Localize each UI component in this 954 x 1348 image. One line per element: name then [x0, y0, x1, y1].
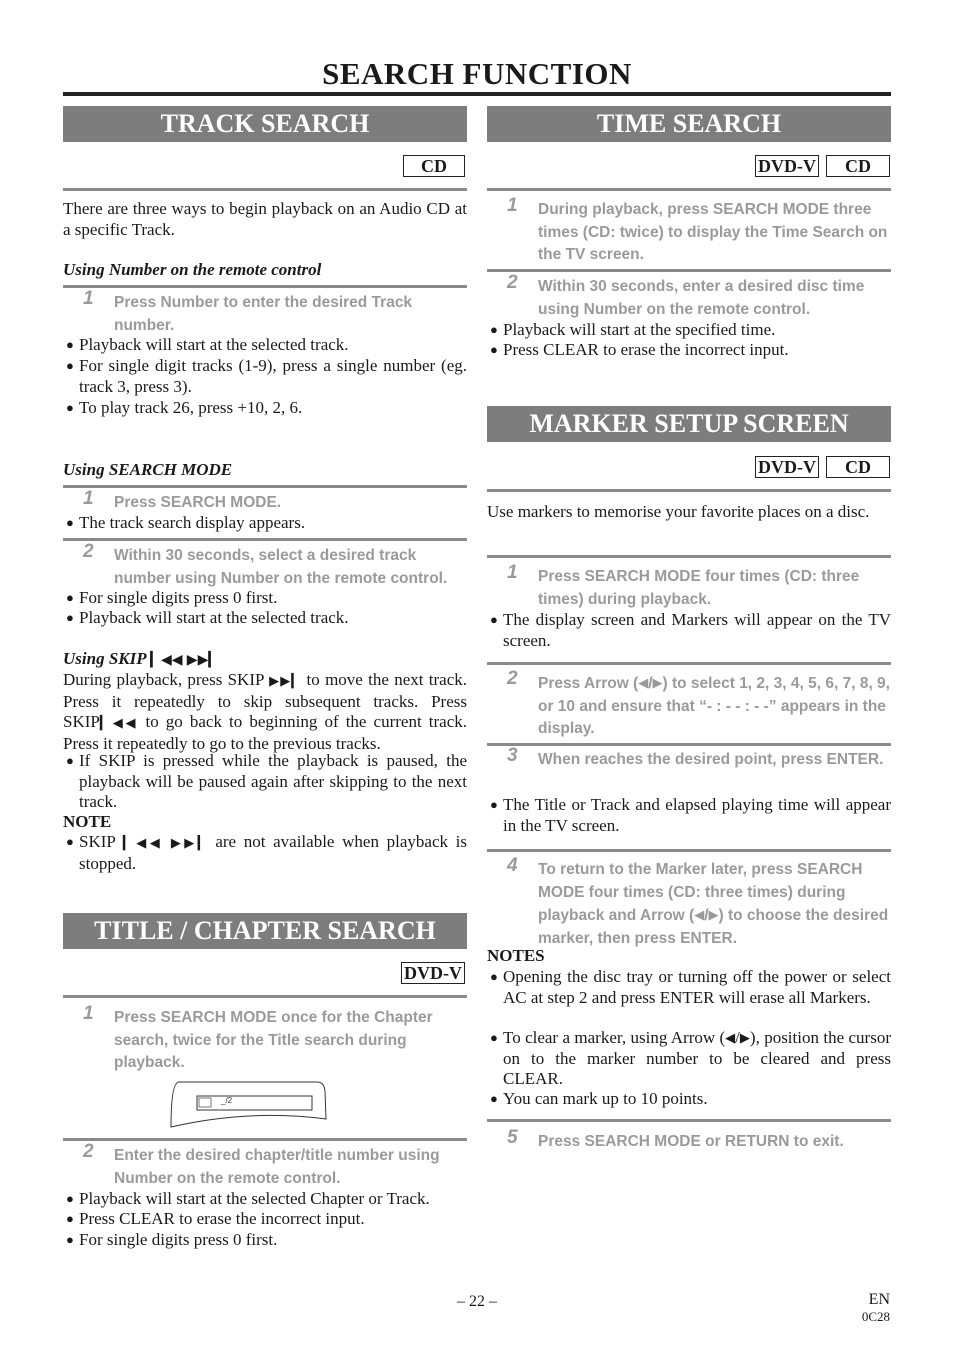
- bullet-item: [63, 1209, 467, 1230]
- step-text-part: ) to choose the desired marker, then press ENTER.: [538, 907, 889, 947]
- bullet-icon: ●: [66, 400, 74, 415]
- step-text-part: Press Arrow (: [538, 675, 639, 692]
- screen-chapter-indicator: _/2: [221, 1096, 233, 1105]
- bullet-icon: ●: [66, 1232, 74, 1247]
- skip-text-part: to go back to beginning of the current track. Press it repeatedly to go to the previous tracks.: [63, 712, 467, 753]
- step-number: 1: [83, 488, 94, 509]
- section-rule: [487, 1119, 891, 1122]
- note-heading: NOTE: [63, 812, 112, 831]
- step-text: Within 30 seconds, select a desired track number using Number on the remote control.: [114, 547, 448, 587]
- note-text-part: To clear a marker, using Arrow (: [503, 1028, 726, 1047]
- search-mode-subhead: Using SEARCH MODE: [63, 460, 233, 479]
- step-item: [63, 288, 467, 338]
- step-text: When reaches the desired point, press ENTER.: [538, 751, 884, 768]
- bullet-text: You can mark up to 10 points.: [503, 1089, 708, 1108]
- bullet-item: [487, 610, 891, 652]
- step-number: 2: [507, 668, 518, 689]
- section-rule: [63, 538, 467, 541]
- bullet-text: Playback will start at the specified time.: [503, 320, 776, 339]
- step-text: Enter the desired chapter/title number using Number on the remote control.: [114, 1147, 440, 1187]
- skip-method-subhead: [63, 649, 219, 669]
- step-text: Press SEARCH MODE.: [114, 494, 282, 511]
- bullet-icon: ●: [490, 322, 498, 337]
- step-text-part: ) to select 1, 2, 3, 4, 5, 6, 7, 8, 9, or 10 and ensure that “- : - - : - -” appears in the display.: [538, 675, 890, 737]
- step-text: Within 30 seconds, enter a desired disc time using Number on the remote control.: [538, 278, 865, 318]
- section-rule: [487, 188, 891, 191]
- bullet-text: Playback will start at the selected track.: [79, 335, 349, 354]
- bullet-text: [79, 832, 467, 874]
- bullet-item: [63, 608, 467, 629]
- step-item: [487, 1127, 891, 1155]
- left-arrow-icon: ◀: [638, 675, 649, 690]
- step-text: During playback, press SEARCH MODE three times (CD: twice) to display the Time Search on the TV screen.: [538, 201, 888, 263]
- bullet-icon: ●: [66, 834, 74, 849]
- step-item: [487, 562, 891, 612]
- bullet-item: [63, 335, 467, 356]
- tv-screen-illustration: [169, 1079, 329, 1131]
- left-arrow-icon: ◀: [694, 907, 705, 922]
- bullet-text: The track search display appears.: [79, 513, 306, 532]
- step-item: [487, 668, 891, 740]
- bullet-item: [487, 1089, 891, 1110]
- skip-forward-icon: ▶▶▎: [269, 673, 302, 688]
- skip-back-icon: ▎◀◀: [150, 653, 183, 668]
- bullet-text: To clear a marker, using Arrow (◀/▶), position the cursor on to the marker number to be cleared and press CLEAR.: [503, 1028, 891, 1088]
- bullet-text: For single digits press 0 first.: [79, 588, 278, 607]
- bullet-item: [63, 832, 467, 874]
- bullet-text: Press CLEAR to erase the incorrect input.: [79, 1209, 365, 1228]
- step-item: [487, 272, 891, 322]
- bullet-icon: ●: [490, 797, 498, 812]
- step-text: To return to the Marker later, press SEARCH MODE four times (CD: three times) during playback and Arrow (◀/▶) to choose the desired marker, then press ENTER.: [538, 861, 889, 947]
- cd-badge: CD: [826, 155, 890, 177]
- step-number: 4: [507, 855, 518, 876]
- step-number: 3: [507, 745, 518, 766]
- step-item: [63, 1141, 467, 1191]
- step-number: 1: [83, 1003, 94, 1024]
- bullet-icon: ●: [66, 358, 74, 373]
- bullet-item: [63, 513, 467, 534]
- step-text: Press Arrow (◀/▶) to select 1, 2, 3, 4, 5, 6, 7, 8, 9, or 10 and ensure that “- : - - : - -” appears in the display.: [538, 672, 891, 741]
- bullet-item: [63, 356, 467, 398]
- skip-method-text: [63, 670, 467, 754]
- section-rule: [63, 995, 467, 998]
- right-arrow-icon: ▶: [708, 907, 719, 922]
- skip-forward-icon: ▶▶▎: [170, 835, 208, 850]
- right-arrow-icon: ▶: [739, 1030, 750, 1045]
- skip-forward-icon: ▶▶▎: [186, 653, 220, 668]
- skip-text-part: to move the next track. Press it repeatedly to skip subsequent tracks. Press SKIP: [63, 670, 467, 731]
- bullet-text: For single digits press 0 first.: [79, 1230, 278, 1249]
- note-text-part: are not available when playback is stopped.: [79, 832, 467, 873]
- bullet-icon: ●: [490, 969, 498, 984]
- bullet-text: The display screen and Markers will appear on the TV screen.: [503, 610, 891, 650]
- bullet-text: Press CLEAR to erase the incorrect input.: [503, 340, 789, 359]
- page-number: – 22 –: [457, 1293, 497, 1310]
- section-rule: [63, 285, 467, 288]
- step-number: 1: [507, 562, 518, 583]
- right-arrow-icon: ▶: [652, 675, 663, 690]
- step-text: Press SEARCH MODE once for the Chapter search, twice for the Title search during playback.: [114, 1009, 433, 1071]
- bullet-icon: ●: [66, 753, 74, 768]
- step-item: [487, 745, 891, 795]
- dvd-v-badge: DVD-V: [401, 962, 465, 984]
- subhead-text: Using SKIP: [63, 649, 146, 668]
- dvd-v-badge: DVD-V: [755, 155, 819, 177]
- right-column: [487, 0, 891, 1348]
- bullet-item: [63, 1189, 467, 1210]
- bullet-item: [487, 967, 891, 1029]
- title-chapter-heading: TITLE / CHAPTER SEARCH: [63, 913, 467, 949]
- bullet-item: [63, 1230, 467, 1251]
- bullet-icon: ●: [490, 342, 498, 357]
- step-item: [63, 541, 467, 591]
- step-text: Press SEARCH MODE or RETURN to exit.: [538, 1133, 844, 1150]
- step-item: [487, 195, 891, 267]
- bullet-item: [487, 795, 891, 837]
- bullet-icon: ●: [66, 590, 74, 605]
- bullet-text: Playback will start at the selected track.: [79, 608, 349, 627]
- bullet-icon: ●: [490, 612, 498, 627]
- cd-badge: CD: [403, 155, 465, 177]
- bullet-icon: ●: [66, 337, 74, 352]
- number-method-subhead: Using Number on the remote control: [63, 260, 322, 279]
- step-text: Press Number to enter the desired Track number.: [114, 294, 413, 334]
- step-number: 2: [83, 1141, 94, 1162]
- bullet-icon: ●: [490, 1091, 498, 1106]
- bullet-icon: ●: [490, 1030, 498, 1045]
- page-title: SEARCH FUNCTION: [322, 56, 632, 91]
- bullet-text: To play track 26, press +10, 2, 6.: [79, 398, 303, 417]
- bullet-text: Opening the disc tray or turning off the power or select AC at step 2 and press ENTER will erase all Markers.: [503, 967, 891, 1007]
- section-rule: [487, 743, 891, 746]
- section-rule: [487, 849, 891, 852]
- step-number: 1: [507, 195, 518, 216]
- skip-back-icon: ▎◀◀: [99, 715, 139, 730]
- bullet-icon: ●: [66, 1211, 74, 1226]
- note-text-part: ), position the cursor on to the marker number to be cleared and press CLEAR.: [503, 1028, 891, 1088]
- skip-back-icon: ▎◀◀: [122, 835, 164, 850]
- bullet-item: [487, 340, 891, 361]
- bullet-item: [487, 1028, 891, 1090]
- step-number: 1: [83, 288, 94, 309]
- bullet-item: [63, 398, 467, 419]
- section-rule: [63, 188, 467, 191]
- bullet-icon: ●: [66, 610, 74, 625]
- step-text-part: To return to the Marker later, press SEARCH MODE four times (CD: three times) during playback and Arrow (: [538, 861, 863, 924]
- section-rule: [487, 269, 891, 272]
- time-search-heading: TIME SEARCH: [487, 106, 891, 142]
- track-search-intro: There are three ways to begin playback on an Audio CD at a specific Track.: [63, 199, 467, 239]
- bullet-text: The Title or Track and elapsed playing time will appear in the TV screen.: [503, 795, 891, 835]
- track-search-heading: TRACK SEARCH: [63, 106, 467, 142]
- bullet-item: [63, 588, 467, 609]
- bullet-icon: ●: [66, 515, 74, 530]
- step-item: [63, 1003, 467, 1075]
- step-number: 2: [507, 272, 518, 293]
- note-text-part: SKIP: [79, 832, 116, 851]
- step-number: 2: [83, 541, 94, 562]
- bullet-item: [487, 320, 891, 341]
- skip-text-part: During playback, press SKIP: [63, 670, 264, 689]
- left-arrow-icon: ◀: [725, 1030, 736, 1045]
- section-rule: [487, 555, 891, 558]
- dvd-v-badge: DVD-V: [755, 456, 819, 478]
- left-column: [63, 0, 467, 1348]
- section-rule: [63, 485, 467, 488]
- bullet-text: For single digit tracks (1-9), press a single number (eg. track 3, press 3).: [79, 356, 467, 396]
- step-text: Press SEARCH MODE four times (CD: three times) during playback.: [538, 568, 860, 608]
- bullet-text: Playback will start at the selected Chapter or Track.: [79, 1189, 430, 1208]
- bullet-icon: ●: [66, 1191, 74, 1206]
- notes-heading: NOTES: [487, 946, 545, 965]
- section-rule: [63, 1138, 467, 1141]
- step-item: [487, 855, 891, 949]
- step-number: 5: [507, 1127, 518, 1148]
- bullet-text: If SKIP is pressed while the playback is paused, the playback will be paused again after skipping to the next track.: [79, 751, 467, 811]
- section-rule: [487, 489, 891, 492]
- marker-intro: Use markers to memorise your favorite places on a disc.: [487, 502, 870, 521]
- language-code: EN: [868, 1291, 890, 1308]
- cd-badge: CD: [826, 456, 890, 478]
- document-code: 0C28: [861, 1309, 890, 1324]
- section-rule: [487, 662, 891, 665]
- marker-setup-heading: MARKER SETUP SCREEN: [487, 406, 891, 442]
- bullet-item: [63, 751, 467, 813]
